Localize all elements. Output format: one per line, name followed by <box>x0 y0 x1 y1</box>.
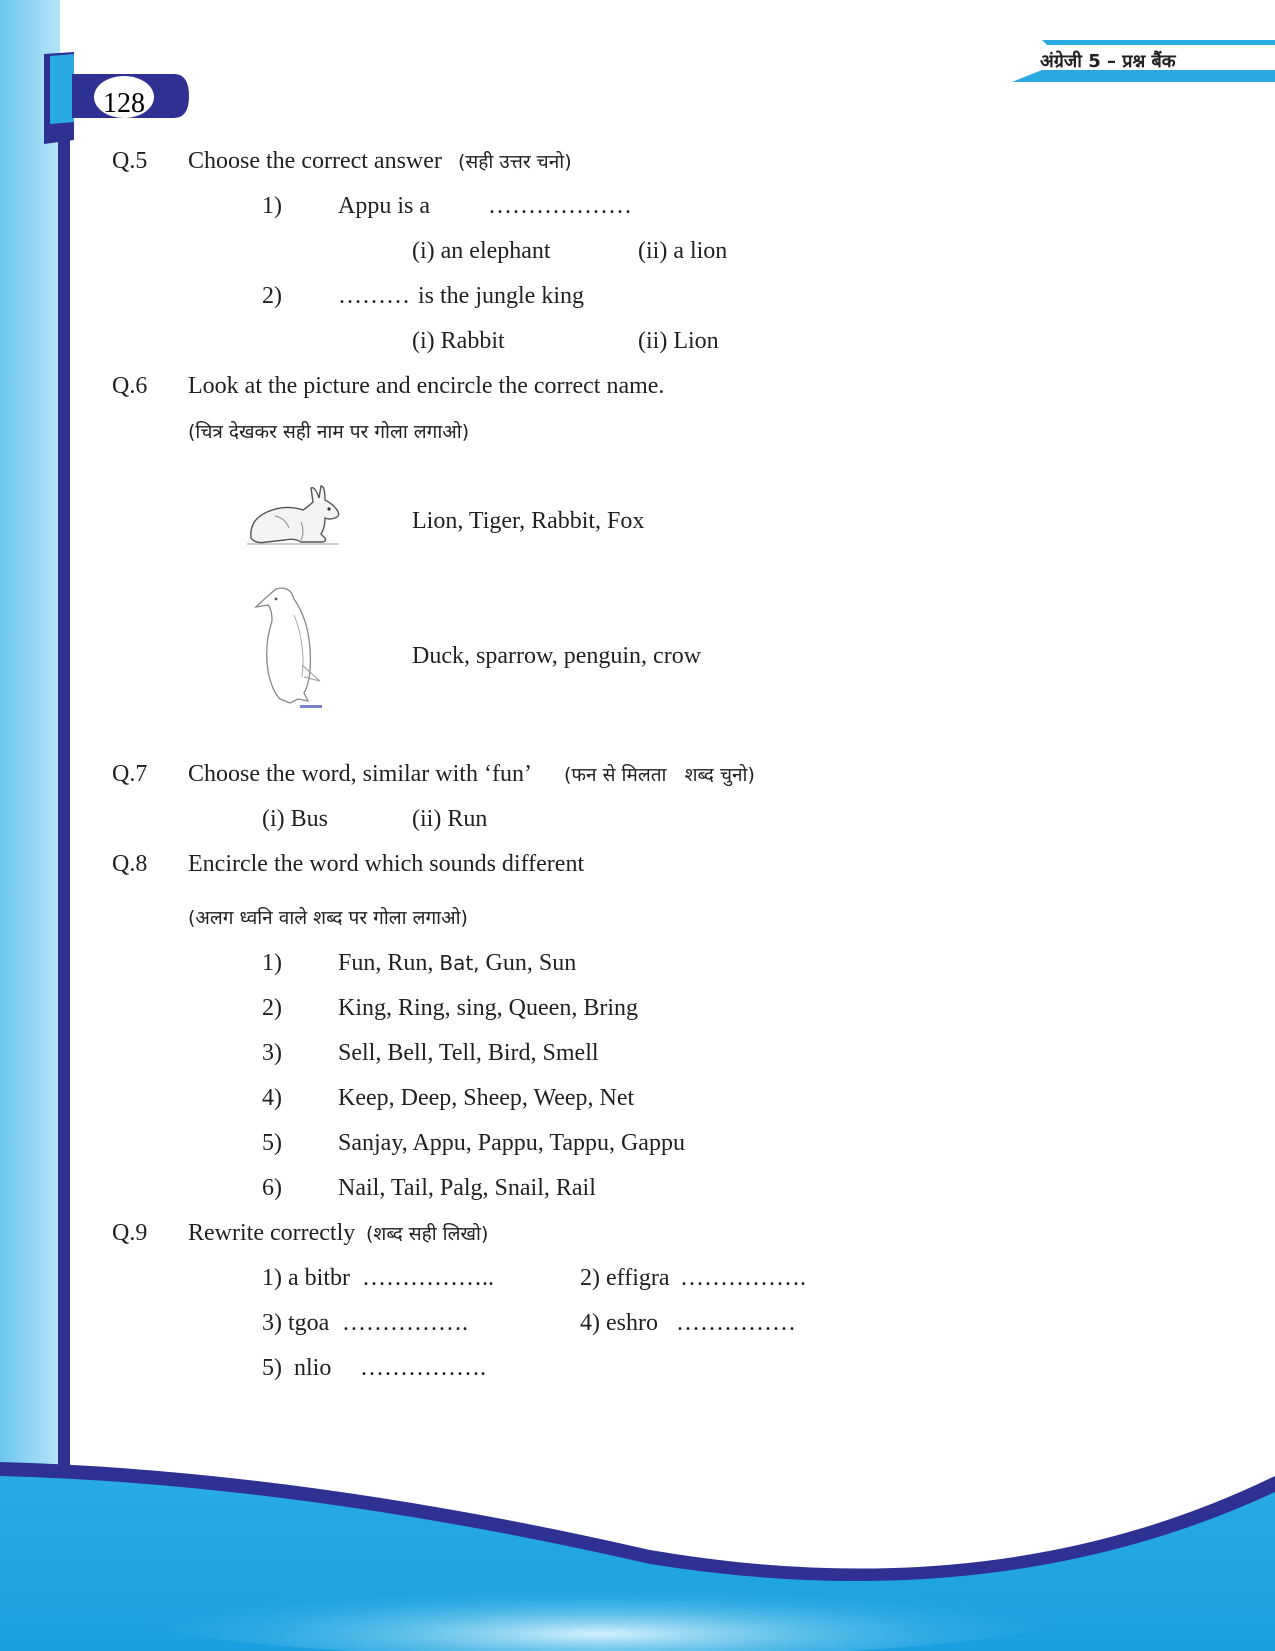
q6-penguin-options: Duck, sparrow, penguin, crow <box>412 643 702 669</box>
q9-item-1-label: 1) a bitbr <box>262 1265 350 1291</box>
q5-item-2-option-2: (ii) Lion <box>638 328 719 354</box>
q5-item-2-blank: ……… <box>338 283 410 309</box>
q8-number: Q.8 <box>112 851 148 877</box>
q5-item-1-option-1: (i) an elephant <box>412 238 551 264</box>
q8-item-3-text: Sell, Bell, Tell, Bird, Smell <box>338 1040 599 1066</box>
bottom-wave-decoration <box>0 1440 1275 1651</box>
q9-title-hindi: (शब्द सही लिखो) <box>366 1223 489 1245</box>
q6-title: Look at the picture and encircle the correct name. <box>188 373 665 399</box>
q8-item-1-text <box>338 948 576 978</box>
left-decorative-strip <box>0 0 72 1651</box>
q8-item-4-text: Keep, Deep, Sheep, Weep, Net <box>338 1085 635 1111</box>
q5-item-2-text: is the jungle king <box>418 283 584 309</box>
q8-item-2-text: King, Ring, sing, Queen, Bring <box>338 995 638 1021</box>
penguin-picture <box>250 585 336 713</box>
q5-item-1-number: 1) <box>262 193 282 219</box>
q7-title-hindi: (फन से मिलता शब्द चुनो) <box>564 764 755 786</box>
q5-number: Q.5 <box>112 148 148 174</box>
q8-item-2-number: 2) <box>262 995 282 1021</box>
q9-item-5-blank: ……………. <box>360 1355 486 1381</box>
q9-item-3-blank: ……………. <box>342 1310 468 1336</box>
q9-item-4-blank: …………… <box>676 1310 796 1336</box>
q7-option-2: (ii) Run <box>412 806 488 832</box>
q8-title: Encircle the word which sounds different <box>188 851 585 877</box>
q8-item-6-text: Nail, Tail, Palg, Snail, Rail <box>338 1175 596 1201</box>
q5-item-2-number: 2) <box>262 283 282 309</box>
q6-number: Q.6 <box>112 373 148 399</box>
q8-item-6-number: 6) <box>262 1175 282 1201</box>
rabbit-picture <box>245 482 343 550</box>
q5-title-hindi: (सही उत्तर चनो) <box>458 151 572 173</box>
q9-item-4-label: 4) eshro <box>580 1310 658 1336</box>
q9-number: Q.9 <box>112 1220 148 1246</box>
q7-number: Q.7 <box>112 761 148 787</box>
q8-item-5-text: Sanjay, Appu, Pappu, Tappu, Gappu <box>338 1130 685 1156</box>
q8-item-1-number: 1) <box>262 950 282 976</box>
q9-item-5-label: 5) nlio <box>262 1355 332 1381</box>
q8-item-1-text-a: Fun, Run, <box>338 950 434 976</box>
q9-item-2-blank: ……………. <box>680 1265 806 1291</box>
q8-item-5-number: 5) <box>262 1130 282 1156</box>
q5-title: Choose the correct answer <box>188 148 442 174</box>
q8-item-1-text-b: Bat, <box>439 951 480 975</box>
q5-item-1-text: Appu is a <box>338 193 430 219</box>
q5-item-1-option-2: (ii) a lion <box>638 238 728 264</box>
q8-item-1-text-c: Gun, Sun <box>485 950 577 976</box>
q8-item-4-number: 4) <box>262 1085 282 1111</box>
q9-title: Rewrite correctly <box>188 1220 356 1246</box>
q5-item-2-option-1: (i) Rabbit <box>412 328 505 354</box>
q8-item-3-number: 3) <box>262 1040 282 1066</box>
q9-item-3-label: 3) tgoa <box>262 1310 330 1336</box>
q7-title: Choose the word, similar with ‘fun’ <box>188 761 532 787</box>
page-number: 128 <box>103 88 145 119</box>
q8-title-hindi: (अलग ध्वनि वाले शब्द पर गोला लगाओ) <box>188 907 468 929</box>
q7-option-1: (i) Bus <box>262 806 328 832</box>
q6-rabbit-options: Lion, Tiger, Rabbit, Fox <box>412 508 645 534</box>
book-title: अंग्रेजी 5 – प्रश्न बैंक <box>1040 51 1176 72</box>
q6-title-hindi: (चित्र देखकर सही नाम पर गोला लगाओ) <box>188 421 470 443</box>
q5-item-1-blank: ……………… <box>488 193 632 219</box>
q9-item-2-label: 2) effigra <box>580 1265 670 1291</box>
q9-item-1-blank: …………….. <box>362 1265 494 1291</box>
